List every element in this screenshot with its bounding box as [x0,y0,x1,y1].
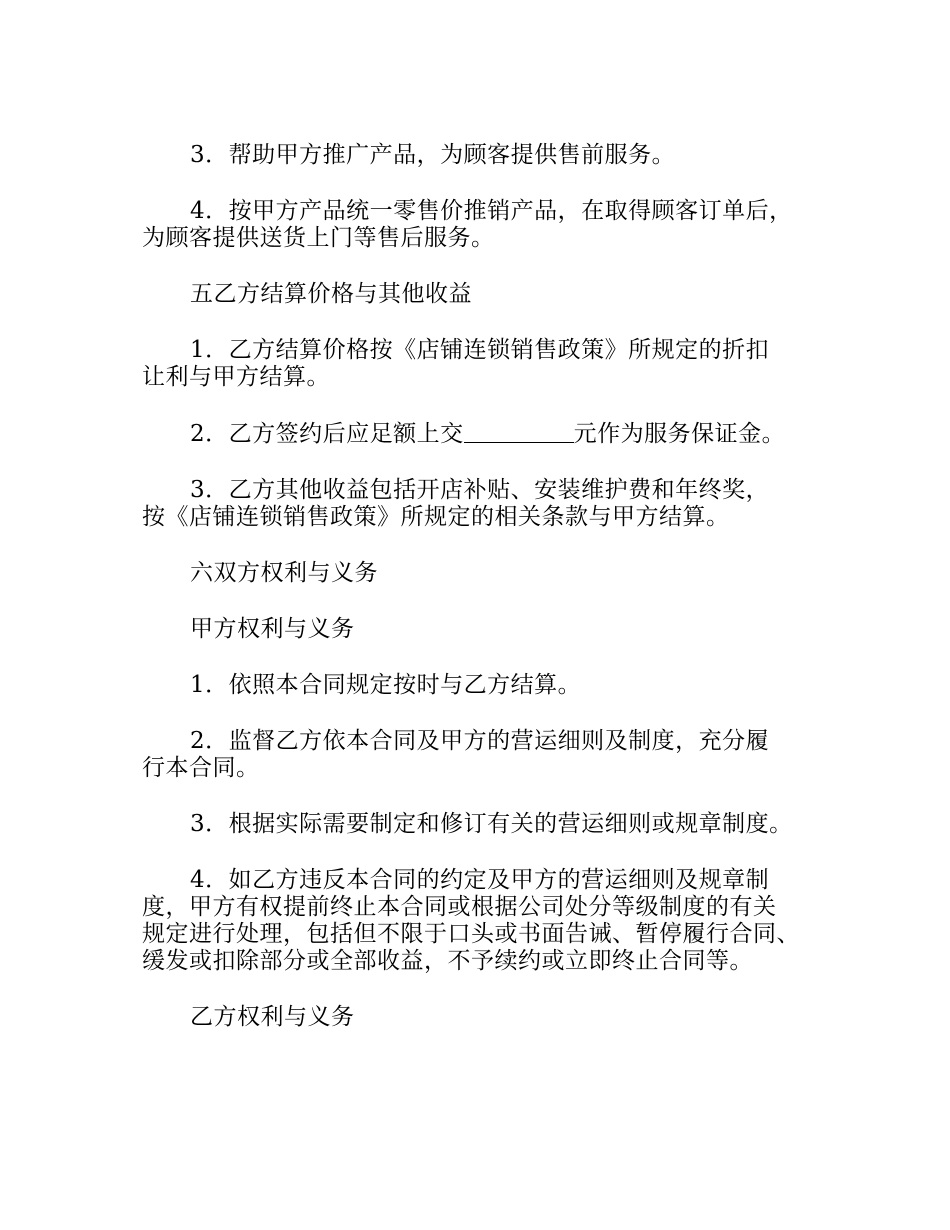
paragraph-line: 3．帮助甲方推广产品，为顾客提供售前服务。 [190,142,676,168]
paragraph-line: 4．如乙方违反本合同的约定及甲方的营运细则及规章制 [190,867,770,893]
paragraph-with-blank [142,420,832,448]
fill-in-blank [464,420,574,443]
paragraph [142,198,832,252]
paragraph-line [142,420,832,448]
text-after-blank: 元作为服务保证金。 [573,421,786,447]
paragraph-line: 3．乙方其他收益包括开店补贴、安装维护费和年终奖， [190,477,770,503]
section-heading [142,560,832,587]
paragraph-line: 2．监督乙方依本合同及甲方的营运细则及制度，充分履 [190,728,770,754]
paragraph-line: 缓发或扣除部分或全部收益，不予续约或立即终止合同等。 [142,948,753,974]
paragraph [142,477,832,531]
paragraph [142,728,832,782]
document-body [142,142,832,1060]
paragraph [142,867,832,975]
paragraph [142,672,832,699]
paragraph-line: 4．按甲方产品统一零售价推销产品，在取得顾客订单后， [190,198,793,224]
paragraph-line: 为顾客提供送货上门等售后服务。 [142,225,495,251]
paragraph-line: 3．根据实际需要制定和修订有关的营运细则或规章制度。 [190,811,793,837]
paragraph-line: 按《店铺连锁销售政策》所规定的相关条款与甲方结算。 [142,504,730,530]
paragraph [142,337,832,391]
paragraph-line: 规定进行处理，包括但不限于口头或书面告诫、暂停履行合同、 [142,921,800,947]
paragraph [142,142,832,169]
paragraph-line: 乙方权利与义务 [190,1004,355,1030]
sub-heading [142,616,832,643]
section-heading [142,281,832,308]
paragraph-line: 六双方权利与义务 [190,560,378,586]
sub-heading [142,1004,832,1031]
text-before-blank: 2．乙方签约后应足额上交 [190,421,464,447]
paragraph-line: 甲方权利与义务 [190,616,355,642]
paragraph [142,811,832,838]
paragraph-line: 1．乙方结算价格按《店铺连锁销售政策》所规定的折扣 [190,337,770,363]
paragraph-line: 1．依照本合同规定按时与乙方结算。 [190,672,582,698]
paragraph-line: 度，甲方有权提前终止本合同或根据公司处分等级制度的有关 [142,894,777,920]
paragraph-line: 五乙方结算价格与其他收益 [190,281,472,307]
paragraph-line: 让利与甲方结算。 [142,364,330,390]
paragraph-line: 行本合同。 [142,755,260,781]
